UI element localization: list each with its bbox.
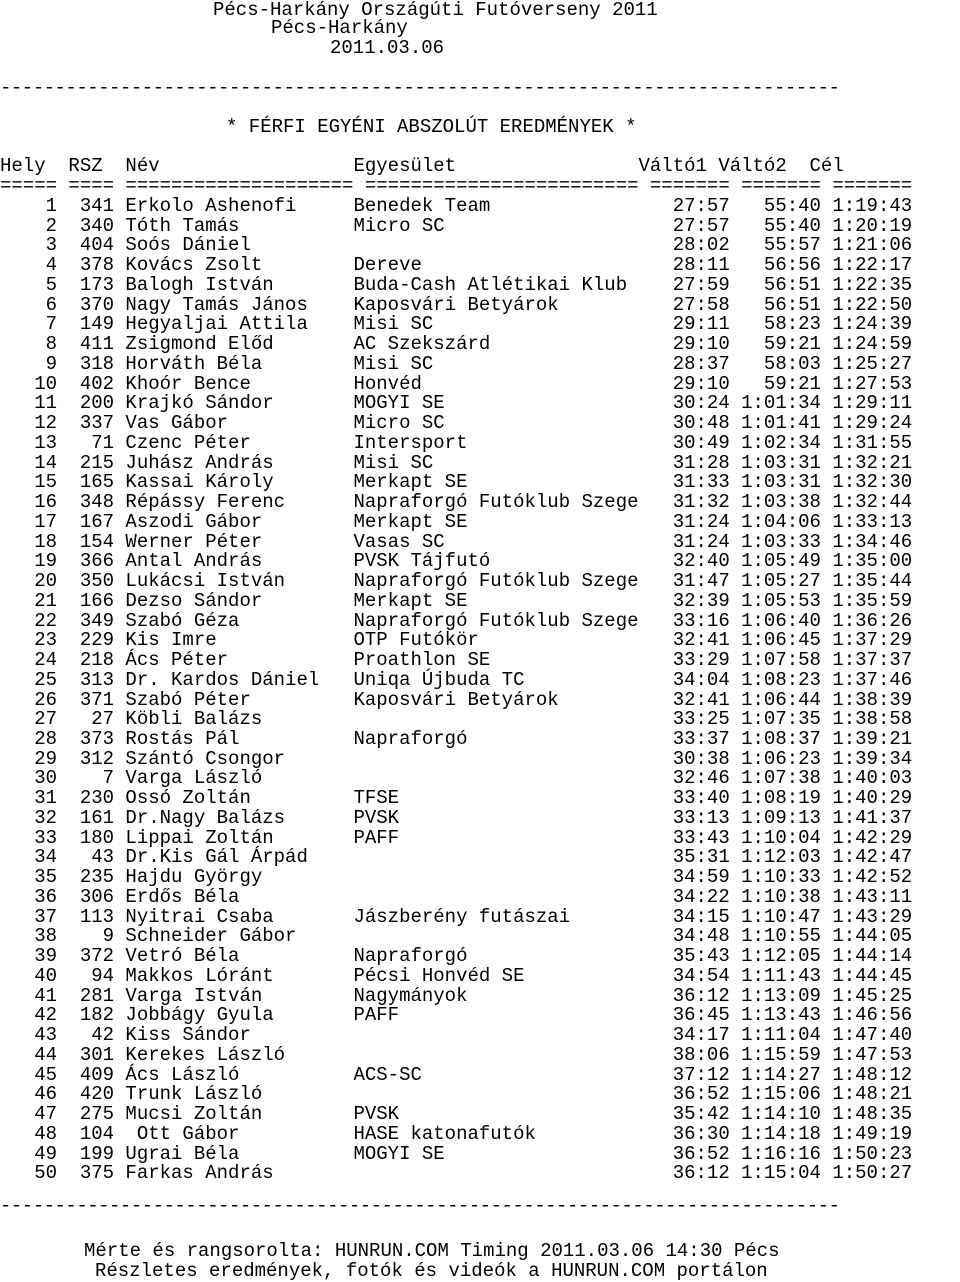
separator-top: ----------------------------------------------------------------------------- [0, 77, 840, 99]
column-rule: ===== ==== ==================== ======================== ======= ======= ======= [0, 175, 913, 197]
footer-measured-by: Mérte és rangsorolta: HUNRUN.COM Timing 2011.03.06 14:30 Pécs [84, 1240, 780, 1262]
event-title: Pécs-Harkány Országúti Futóverseny 2011 [213, 0, 658, 21]
result-row: 43 42 Kiss Sándor 34:17 1:11:04 1:47:40 [0, 1024, 913, 1047]
result-row: 6 370 Nagy Tamás János Kaposvári Betyárok 27:58 56:51 1:22:50 [0, 293, 913, 316]
result-row: 13 71 Czenc Péter Intersport 30:49 1:02:34 1:31:55 [0, 431, 913, 454]
result-row: 49 199 Ugrai Béla MOGYI SE 36:52 1:16:16 1:50:23 [0, 1142, 913, 1165]
result-row: 37 113 Nyitrai Csaba Jászberény futászai 34:15 1:10:47 1:43:29 [0, 905, 913, 928]
result-row: 23 229 Kis Imre OTP Futókör 32:41 1:06:45 1:37:29 [0, 629, 913, 652]
result-row: 19 366 Antal András PVSK Tájfutó 32:40 1:05:49 1:35:00 [0, 550, 913, 573]
result-row: 26 371 Szabó Péter Kaposvári Betyárok 32:41 1:06:44 1:38:39 [0, 688, 913, 711]
result-row: 50 375 Farkas András 36:12 1:15:04 1:50:27 [0, 1162, 913, 1185]
result-row: 28 373 Rostás Pál Napraforgó 33:37 1:08:37 1:39:21 [0, 727, 913, 750]
result-row: 35 235 Hajdu György 34:59 1:10:33 1:42:52 [0, 866, 913, 889]
result-row: 20 350 Lukácsi István Napraforgó Futóklub Szege 31:47 1:05:27 1:35:44 [0, 570, 913, 593]
result-row: 2 340 Tóth Tamás Micro SC 27:57 55:40 1:20:19 [0, 214, 913, 237]
footer-details: Részletes eredmények, fotók és videók a HUNRUN.COM portálon [95, 1260, 768, 1282]
result-row: 22 349 Szabó Géza Napraforgó Futóklub Szege 33:16 1:06:40 1:36:26 [0, 609, 913, 632]
result-row: 42 182 Jobbágy Gyula PAFF 36:45 1:13:43 1:46:56 [0, 1004, 913, 1027]
result-row: 15 165 Kassai Károly Merkapt SE 31:33 1:03:31 1:32:30 [0, 471, 913, 494]
result-row: 39 372 Vetró Béla Napraforgó 35:43 1:12:05 1:44:14 [0, 945, 913, 968]
result-row: 31 230 Ossó Zoltán TFSE 33:40 1:08:19 1:40:29 [0, 787, 913, 810]
result-row: 21 166 Dezso Sándor Merkapt SE 32:39 1:05:53 1:35:59 [0, 589, 913, 612]
result-row: 38 9 Schneider Gábor 34:48 1:10:55 1:44:05 [0, 925, 913, 948]
result-row: 24 218 Ács Péter Proathlon SE 33:29 1:07:58 1:37:37 [0, 649, 913, 672]
result-row: 27 27 Köbli Balázs 33:25 1:07:35 1:38:58 [0, 708, 913, 731]
result-row: 17 167 Aszodi Gábor Merkapt SE 31:24 1:04:06 1:33:13 [0, 510, 913, 533]
result-row: 47 275 Mucsi Zoltán PVSK 35:42 1:14:10 1:48:35 [0, 1103, 913, 1126]
separator-bottom: ----------------------------------------------------------------------------- [0, 1195, 840, 1217]
result-row: 11 200 Krajkó Sándor MOGYI SE 30:24 1:01:34 1:29:11 [0, 392, 913, 415]
event-route: Pécs-Harkány [271, 17, 408, 39]
result-row: 8 411 Zsigmond Előd AC Szekszárd 29:10 59:21 1:24:59 [0, 333, 913, 356]
result-row: 29 312 Szántó Csongor 30:38 1:06:23 1:39:34 [0, 747, 913, 770]
result-row: 18 154 Werner Péter Vasas SC 31:24 1:03:33 1:34:46 [0, 530, 913, 553]
result-row: 44 301 Kerekes László 38:06 1:15:59 1:47:53 [0, 1043, 913, 1066]
result-row: 12 337 Vas Gábor Micro SC 30:48 1:01:41 1:29:24 [0, 412, 913, 435]
result-row: 36 306 Erdős Béla 34:22 1:10:38 1:43:11 [0, 885, 913, 908]
result-row: 41 281 Varga István Nagymányok 36:12 1:13:09 1:45:25 [0, 984, 913, 1007]
result-row: 3 404 Soós Dániel 28:02 55:57 1:21:06 [0, 234, 913, 257]
result-row: 40 94 Makkos Lóránt Pécsi Honvéd SE 34:54 1:11:43 1:44:45 [0, 964, 913, 987]
result-row: 25 313 Dr. Kardos Dániel Uniqa Újbuda TC 34:04 1:08:23 1:37:46 [0, 668, 913, 691]
result-row: 30 7 Varga László 32:46 1:07:38 1:40:03 [0, 767, 913, 790]
result-row: 33 180 Lippai Zoltán PAFF 33:43 1:10:04 1:42:29 [0, 826, 913, 849]
result-row: 16 348 Répássy Ferenc Napraforgó Futóklub Szege 31:32 1:03:38 1:32:44 [0, 491, 913, 514]
result-row: 14 215 Juhász András Misi SC 31:28 1:03:31 1:32:21 [0, 451, 913, 474]
result-row: 4 378 Kovács Zsolt Dereve 28:11 56:56 1:22:17 [0, 254, 913, 277]
result-row: 45 409 Ács László ACS-SC 37:12 1:14:27 1:48:12 [0, 1063, 913, 1086]
result-row: 34 43 Dr.Kis Gál Árpád 35:31 1:12:03 1:42:47 [0, 846, 913, 869]
result-row: 10 402 Khoór Bence Honvéd 29:10 59:21 1:27:53 [0, 372, 913, 395]
result-row: 1 341 Erkolo Ashenofi Benedek Team 27:57 55:40 1:19:43 [0, 195, 913, 217]
category-title: * FÉRFI EGYÉNI ABSZOLÚT EREDMÉNYEK * [226, 116, 637, 138]
result-row: 9 318 Horváth Béla Misi SC 28:37 58:03 1:25:27 [0, 352, 913, 375]
result-row: 48 104 Ott Gábor HASE katonafutók 36:30 1:14:18 1:49:19 [0, 1122, 913, 1145]
result-row: 7 149 Hegyaljai Attila Misi SC 29:11 58:23 1:24:39 [0, 313, 913, 336]
event-date: 2011.03.06 [330, 37, 445, 59]
result-row: 32 161 Dr.Nagy Balázs PVSK 33:13 1:09:13 1:41:37 [0, 806, 913, 829]
result-row: 46 420 Trunk László 36:52 1:15:06 1:48:21 [0, 1083, 913, 1106]
column-headers: Hely RSZ Név Egyesület Váltó1 Váltó2 Cél [0, 155, 844, 177]
result-row: 5 173 Balogh István Buda-Cash Atlétikai Klub 27:59 56:51 1:22:35 [0, 273, 913, 296]
